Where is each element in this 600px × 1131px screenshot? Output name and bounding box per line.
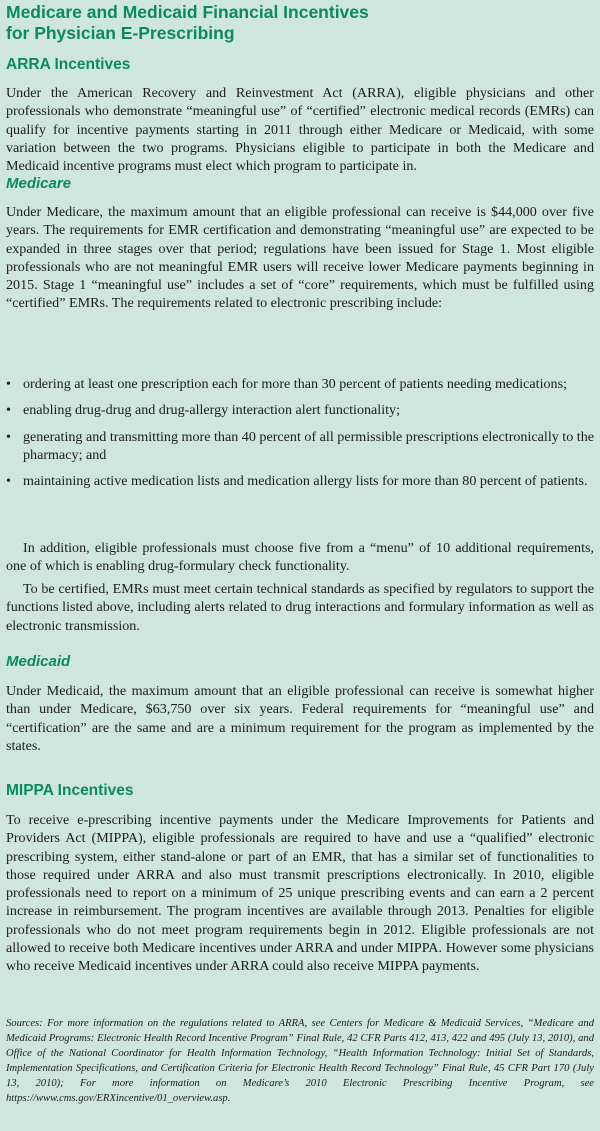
- medicare-certification-paragraph: To be certified, EMRs must meet certain technical standards as specified by regulators to support the functions listed above, including alerts related to drug interactions and formulary information as well as electronic transmission.: [6, 581, 594, 634]
- medicare-heading: Medicare: [6, 175, 72, 192]
- medicaid-heading: Medicaid: [6, 653, 71, 670]
- list-item: • ordering at least one prescription each for more than 30 percent of patients needing medications;: [6, 375, 594, 393]
- title-line-2: for Physician E-Prescribing: [6, 23, 235, 43]
- mippa-heading: MIPPA Incentives: [6, 782, 134, 799]
- list-item: • generating and transmitting more than 40 percent of all permissible prescriptions electronically to the pharmacy; and: [6, 428, 594, 465]
- list-item: • maintaining active medication lists and medication allergy lists for more than 80 percent of patients.: [6, 472, 594, 490]
- document-title: [6, 2, 369, 44]
- medicare-paragraph: Under Medicare, the maximum amount that an eligible professional can receive is $44,000 over five years. The requirements for EMR certification and demonstrating “meaningful use” are expected to be expanded in three stages over that period; regulations have been issued for Stage 1. Most eligible professionals who are not meaningful EMR users will receive lower Medicare payments beginning in 2015. Stage 1 “meaningful use” includes a set of “core” requirements, which must be fulfilled using “certified” EMRs. The requirements related to electronic prescribing include:: [6, 204, 594, 312]
- list-item: • enabling drug-drug and drug-allergy interaction alert functionality;: [6, 401, 594, 419]
- sources-note: Sources: For more information on the regulations related to ARRA, see Centers for Medicare & Medicaid Services, “Medicare and Medicaid Programs: Electronic Health Record Incentive Program” Final Rule, 42 CFR Parts 412, 413, 422 and 495 (July 13, 2010), and Office of the National Coordinator for Health Information Technology, “Health Information Technology: Initial Set of Standards, Implementation Specifications, and Certification Criteria for Electronic Health Record Technology” Final Rule, 45 CFR Part 170 (July 13, 2010); For more information on Medicare’s 2010 Electronic Prescribing Incentive Program, see https://www.cms.gov/ERXincentive/01_overview.asp.: [6, 1018, 594, 1104]
- mippa-paragraph: To receive e-prescribing incentive payments under the Medicare Improvements for Patients and Providers Act (MIPPA), eligible professionals are required to have and use a “qualified” electronic prescribing system, either stand-alone or part of an EMR, that has a similar set of functionalities to those required under ARRA and also must transmit prescriptions electronically. In 2010, eligible professionals need to report on a minimum of 25 unique prescribing events and can earn a 2 percent increase in reimbursement. The program incentives are available through 2013. Penalties for eligible professionals who do not meet program requirements begin in 2012. Eligible professionals are not allowed to receive both Medicare incentives under ARRA and under MIPPA. However some physicians who receive Medicaid incentives under ARRA could also receive MIPPA payments.: [6, 812, 594, 975]
- medicare-menu-paragraph: In addition, eligible professionals must choose five from a “menu” of 10 additional requirements, one of which is enabling drug-formulary check functionality.: [6, 540, 594, 575]
- arra-intro-paragraph: Under the American Recovery and Reinvestment Act (ARRA), eligible physicians and other professionals who demonstrate “meaningful use” of “certified” electronic medical records (EMRs) can qualify for incentive payments starting in 2011 through either Medicare or Medicaid, with some variation between the two programs. Physicians eligible to participate in both the Medicare and Medicaid incentive programs must elect which program to participate in.: [6, 85, 594, 175]
- medicaid-paragraph: Under Medicaid, the maximum amount that an eligible professional can receive is somewhat higher than under Medicare, $63,750 over six years. Federal requirements for “meaningful use” and “certification” are the same and are a minimum requirement for the program as implemented by the states.: [6, 683, 594, 754]
- arra-heading: ARRA Incentives: [6, 56, 131, 73]
- title-line-1: Medicare and Medicaid Financial Incentives: [6, 2, 369, 22]
- medicare-requirements-list: [6, 375, 594, 498]
